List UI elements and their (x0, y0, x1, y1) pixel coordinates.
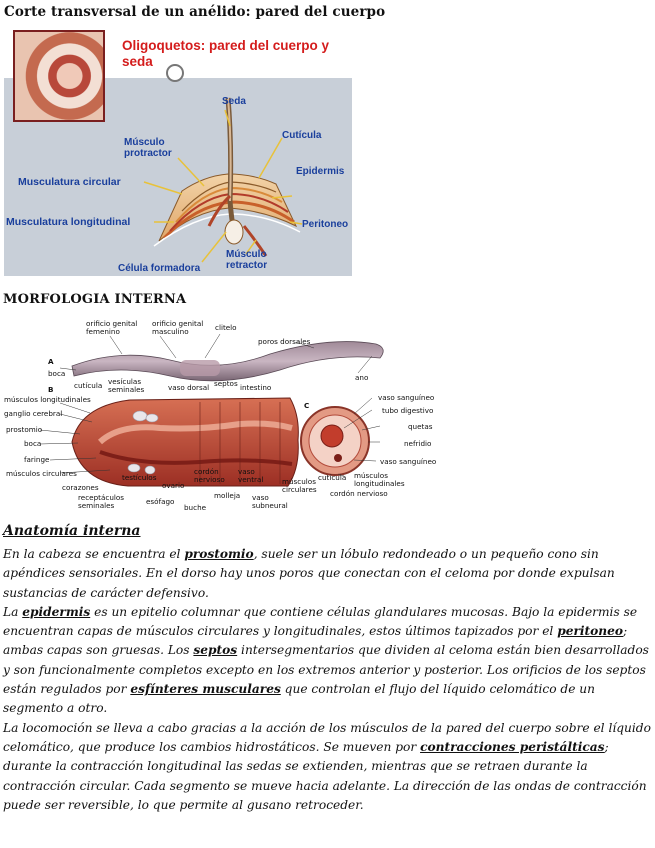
label-intestino: intestino (240, 383, 272, 392)
panel-letter-a: A (48, 357, 54, 366)
label-musculatura-circular: Musculatura circular (18, 176, 121, 188)
content-heading: Anatomía interna (3, 523, 141, 539)
term-epidermis: epidermis (22, 604, 91, 619)
label-vaso-subneural: vaso subneural (252, 493, 288, 510)
label-celula-formadora: Célula formadora (118, 263, 201, 274)
label-cuticula: Cutícula (282, 130, 322, 141)
label-musculos-circulares: músculos circulares (6, 469, 77, 478)
label-corazones: corazones (62, 483, 99, 492)
figure-heading: Oligoquetos: pared del cuerpo y seda (122, 38, 330, 69)
label-musculatura-longitudinal: Musculatura longitudinal (6, 216, 131, 228)
text-run: intersegmentarios que dividen al celoma están bien desarrollados y son funcionalmente completos excepto en los extremos anterior y posterior. Los orificios de los septos están regulados por (3, 643, 649, 697)
label-cuticula: cutícula (74, 381, 103, 390)
label-nefridio: nefridio (404, 439, 432, 448)
label-boca-external: boca (48, 369, 66, 378)
text-run: ; ambas capas son gruesas. Los (3, 624, 628, 658)
label-peritoneo: Peritoneo (302, 219, 349, 230)
text-run: ; durante la contracción longitudinal las sedas se extienden, mientras que se retraen durante la contracción circular. Cada segmento se mueve hacia adelante. La dirección de las ondas de contracción puede ser reversible, lo que permite al gusano retroceder. (3, 739, 647, 812)
panel-letter-c: C (304, 401, 310, 410)
label-testiculos: testículos (122, 473, 157, 482)
label-quetas: quetas (408, 422, 433, 431)
label-tubo-digestivo: tubo digestivo (382, 406, 434, 415)
label-septos: septos (214, 379, 238, 388)
label-prostomio: prostomio (6, 425, 43, 434)
label-cordon-nervioso-section: cordón nervioso (330, 489, 388, 498)
label-ovario: ovario (162, 481, 185, 490)
label-clitelo: clitelo (215, 323, 237, 332)
section-title: MORFOLOGIA INTERNA (3, 292, 187, 307)
text-run: En la cabeza se encuentra el (3, 547, 185, 561)
text-run: La (3, 604, 23, 619)
label-seda: Seda (222, 96, 246, 107)
text-run: es un epitelio columnar que contiene células glandulares mucosas. Bajo la epidermis se encuentran capas de músculos circulares y longitudinales, estos últimos tapizados por el (3, 604, 638, 639)
panel-letter-b: B (48, 385, 54, 394)
label-cordon-nervioso: cordón nervioso (194, 467, 225, 484)
label-vaso-sanguineo-lower: vaso sanguíneo (380, 457, 437, 466)
label-musculo-retractor: Músculo retractor (226, 249, 268, 271)
label-vaso-sanguineo-upper: vaso sanguíneo (378, 393, 435, 402)
label-vesiculas-seminales: vesículas seminales (108, 377, 145, 394)
label-musculos-circulares-section: músculos circulares (282, 477, 317, 494)
paragraph-locomocion (3, 719, 653, 815)
label-molleja: molleja (214, 491, 241, 500)
text-run: La locomoción se lleva a cabo gracias a la acción de los músculos de la pared del cuerpo sobre el líquido celomático, que produce los cambios hidrostáticos. Se mueven por (3, 720, 651, 754)
label-musculo-protractor: Músculo protractor (124, 137, 172, 159)
label-cuticula-section: cutícula (318, 473, 347, 482)
term-esfinteres-musculares: esfínteres musculares (130, 682, 281, 697)
label-orificio-genital-femenino: orificio genital femenino (86, 319, 138, 336)
label-faringe: faringe (24, 455, 50, 464)
body-text (3, 545, 653, 815)
label-epidermis: Epidermis (296, 166, 345, 177)
paragraph-prostomio (3, 545, 653, 603)
body-wall-figure (4, 26, 352, 276)
label-poros-dorsales: poros dorsales (258, 337, 311, 346)
label-musculos-longitudinales: músculos longitudinales (4, 395, 91, 404)
text-run: , suele ser un lóbulo redondeado o un pequeño cono sin apéndices sensoriales. En el dorso hay unos poros que conectan con el celoma por donde expulsan sustancias de carácter defensivo. (3, 547, 615, 600)
internal-morphology-figure (0, 318, 455, 518)
text-run: que controlan el flujo del líquido celomático de un segmento a otro. (3, 682, 595, 716)
label-esofago: esófago (146, 497, 175, 506)
label-vaso-ventral: vaso ventral (238, 467, 264, 484)
term-peritoneo: peritoneo (557, 624, 624, 639)
page-title: Corte transversal de un anélido: pared del cuerpo (4, 4, 386, 20)
label-buche: buche (184, 503, 207, 512)
label-ano: ano (355, 373, 369, 382)
label-musculos-longitudinales-section: músculos longitudinales (354, 471, 405, 488)
label-orificio-genital-masculino: orificio genital masculino (152, 319, 204, 336)
label-receptaculos-seminales: receptáculos seminales (78, 493, 125, 510)
term-contracciones-peristalticas: contracciones peristálticas (420, 739, 605, 754)
paragraph-epidermis (3, 603, 653, 719)
label-boca-internal: boca (24, 439, 42, 448)
label-ganglio-cerebral: ganglio cerebral (4, 409, 63, 418)
term-prostomio: prostomio (184, 547, 254, 561)
label-vaso-dorsal: vaso dorsal (168, 383, 210, 392)
term-septos: septos (193, 643, 238, 658)
